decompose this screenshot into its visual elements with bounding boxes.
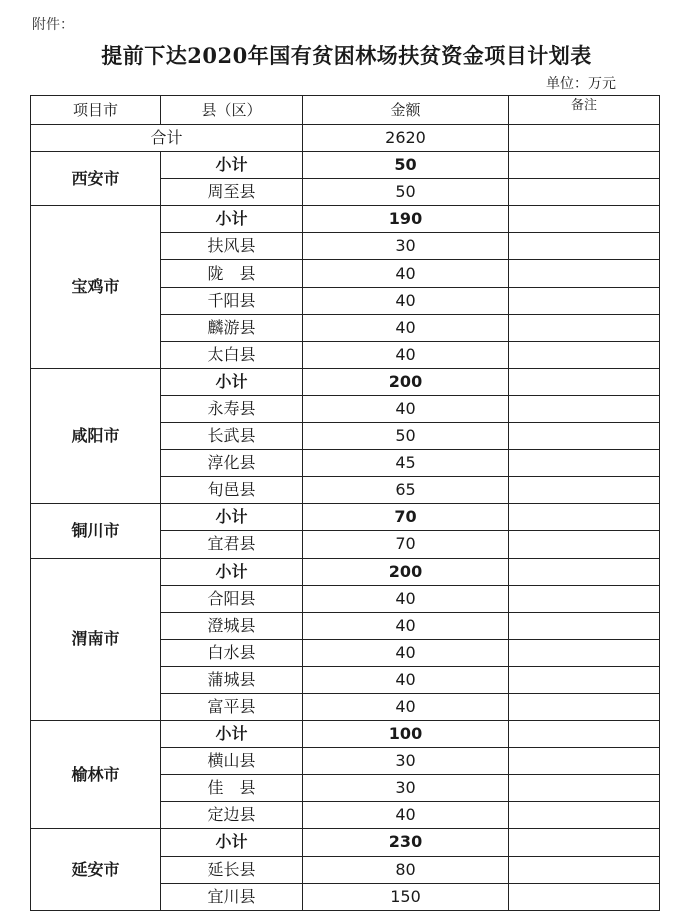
note-cell — [509, 558, 660, 585]
subtotal-amount: 50 — [303, 152, 509, 179]
county-amount: 30 — [303, 748, 509, 775]
subtotal-row — [31, 721, 660, 748]
total-row — [31, 125, 660, 152]
subtotal-amount: 100 — [303, 721, 509, 748]
subtotal-row — [31, 152, 660, 179]
note-cell — [509, 883, 660, 910]
note-cell — [509, 395, 660, 422]
note-cell — [509, 748, 660, 775]
subtotal-row — [31, 829, 660, 856]
county-amount: 40 — [303, 314, 509, 341]
subtotal-label: 小计 — [161, 558, 303, 585]
county-amount: 40 — [303, 693, 509, 720]
county-amount: 50 — [303, 423, 509, 450]
note-cell — [509, 612, 660, 639]
county-name: 蒲城县 — [161, 666, 303, 693]
city-name: 咸阳市 — [31, 368, 161, 503]
county-amount: 40 — [303, 341, 509, 368]
subtotal-amount: 70 — [303, 504, 509, 531]
city-name: 延安市 — [31, 829, 161, 910]
note-cell — [509, 260, 660, 287]
county-name: 长武县 — [161, 423, 303, 450]
note-cell — [509, 666, 660, 693]
funding-table — [30, 95, 660, 911]
total-label: 合计 — [31, 125, 303, 152]
attachment-label: 附件： — [32, 17, 74, 33]
county-name: 横山县 — [161, 748, 303, 775]
county-name: 白水县 — [161, 639, 303, 666]
county-name: 宜川县 — [161, 883, 303, 910]
note-cell — [509, 721, 660, 748]
county-name: 千阳县 — [161, 287, 303, 314]
subtotal-amount: 230 — [303, 829, 509, 856]
total-amount: 2620 — [303, 125, 509, 152]
subtotal-row — [31, 558, 660, 585]
county-name: 富平县 — [161, 693, 303, 720]
county-amount: 40 — [303, 666, 509, 693]
county-name: 澄城县 — [161, 612, 303, 639]
county-amount: 40 — [303, 395, 509, 422]
subtotal-label: 小计 — [161, 721, 303, 748]
note-cell — [509, 775, 660, 802]
county-amount: 30 — [303, 233, 509, 260]
county-amount: 50 — [303, 179, 509, 206]
county-amount: 40 — [303, 287, 509, 314]
city-name: 铜川市 — [31, 504, 161, 558]
note-cell — [509, 693, 660, 720]
city-name: 宝鸡市 — [31, 206, 161, 369]
subtotal-label: 小计 — [161, 368, 303, 395]
note-cell — [509, 179, 660, 206]
county-name: 太白县 — [161, 341, 303, 368]
table-body — [31, 96, 660, 911]
county-name: 延长县 — [161, 856, 303, 883]
subtotal-row — [31, 368, 660, 395]
note-cell — [509, 829, 660, 856]
county-amount: 45 — [303, 450, 509, 477]
subtotal-label: 小计 — [161, 504, 303, 531]
county-amount: 30 — [303, 775, 509, 802]
county-name: 扶风县 — [161, 233, 303, 260]
subtotal-label: 小计 — [161, 206, 303, 233]
note-cell — [509, 152, 660, 179]
note-cell — [509, 206, 660, 233]
county-name: 宜君县 — [161, 531, 303, 558]
subtotal-amount: 200 — [303, 558, 509, 585]
note-cell — [509, 314, 660, 341]
note-cell — [509, 856, 660, 883]
subtotal-amount: 200 — [303, 368, 509, 395]
col-header-amount: 金额 — [303, 96, 509, 125]
header-row — [31, 96, 660, 125]
note-cell — [509, 341, 660, 368]
note-cell — [509, 233, 660, 260]
note-cell — [509, 450, 660, 477]
county-name: 周至县 — [161, 179, 303, 206]
county-amount: 80 — [303, 856, 509, 883]
city-name: 西安市 — [31, 152, 161, 206]
county-amount: 40 — [303, 260, 509, 287]
subtotal-label: 小计 — [161, 829, 303, 856]
col-header-note: 备注 — [509, 96, 660, 125]
county-name: 旬邑县 — [161, 477, 303, 504]
col-header-city: 项目市 — [31, 96, 161, 125]
page-title: 提前下达2020年国有贫困林场扶贫资金项目计划表 — [101, 43, 592, 68]
county-name: 合阳县 — [161, 585, 303, 612]
county-name: 佳 县 — [161, 775, 303, 802]
county-amount: 40 — [303, 612, 509, 639]
county-amount: 150 — [303, 883, 509, 910]
note-cell — [509, 802, 660, 829]
county-name: 定边县 — [161, 802, 303, 829]
total-note — [509, 125, 660, 152]
county-name: 陇 县 — [161, 260, 303, 287]
county-name: 永寿县 — [161, 395, 303, 422]
subtotal-label: 小计 — [161, 152, 303, 179]
county-amount: 40 — [303, 639, 509, 666]
note-cell — [509, 287, 660, 314]
county-amount: 40 — [303, 802, 509, 829]
subtotal-row — [31, 206, 660, 233]
city-name: 渭南市 — [31, 558, 161, 721]
city-name: 榆林市 — [31, 721, 161, 829]
note-cell — [509, 423, 660, 450]
col-header-county: 县（区） — [161, 96, 303, 125]
county-name: 淳化县 — [161, 450, 303, 477]
note-cell — [509, 639, 660, 666]
note-cell — [509, 585, 660, 612]
unit-label: 单位：万元 — [546, 76, 616, 92]
subtotal-amount: 190 — [303, 206, 509, 233]
county-amount: 65 — [303, 477, 509, 504]
note-cell — [509, 477, 660, 504]
note-cell — [509, 368, 660, 395]
note-cell — [509, 504, 660, 531]
note-cell — [509, 531, 660, 558]
subtotal-row — [31, 504, 660, 531]
county-amount: 40 — [303, 585, 509, 612]
county-name: 麟游县 — [161, 314, 303, 341]
county-amount: 70 — [303, 531, 509, 558]
